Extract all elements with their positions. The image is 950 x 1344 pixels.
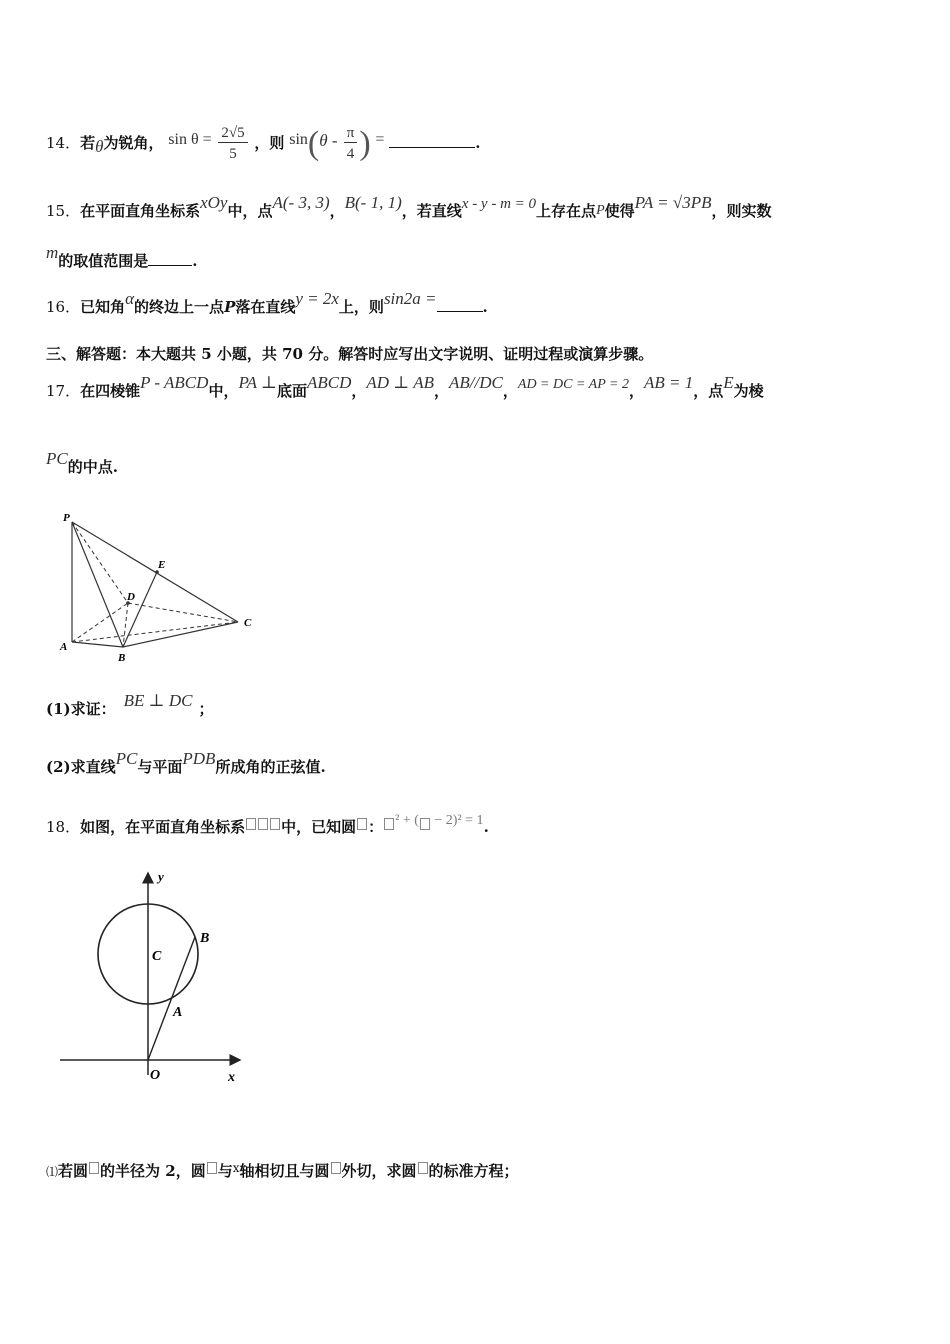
q15-condition: PA = √3PB [634,193,712,212]
q18-part1: ⑴若圆 的半径为 2，圆 与$^x$轴相切且与圆 外切，求圆 的标准方程； [46,1161,519,1180]
q18-number: 18． [46,818,81,836]
edge-bc [123,622,238,647]
q17: 17．在四棱锥P - ABCD中，PA ⊥底面ABCD，AD ⊥ AB，AB//DC，AD = DC = AP = 2，AB = 1，点E为棱 [46,373,764,400]
q14-sin: sin [289,131,308,148]
q14-text: ，则 [254,134,285,152]
section-3-heading: 三、解答题：本大题共 5 小题，共 70 分。解答时应写出文字说明、证明过程或演算步骤。 [46,345,654,363]
label-y: y [158,869,164,884]
label-c: C [244,617,252,629]
pyramid-figure [55,505,265,665]
label-b: B [200,931,210,946]
q14-text: 若 [80,134,96,152]
q14: 14．若θ为锐角， sin θ = $\frac{2√5}{5}$ ，则 sin(θ - $\frac{\pi}{4}$ ) = . [46,125,481,162]
edge-be [123,572,157,647]
q14-fraction: $\frac{2√5}{5}$ [218,125,247,163]
q17-number: 17． [46,382,81,400]
q15-xoy: xOy [200,193,228,212]
edge-ab [72,642,123,647]
label-c: C [152,949,162,964]
q16: 16．已知角α的终边上一点P落在直线y = 2x上，则sin2a = . [46,289,488,316]
edge-pc [72,522,238,622]
label-a: A [173,1005,183,1020]
q15-blank[interactable] [148,251,192,266]
q16-alpha: α [125,289,135,308]
q14-pi-fraction: $\frac{\pi}{4}$ [344,125,358,163]
q16-blank[interactable] [437,297,483,312]
edge-pb [72,522,123,647]
q14-text: 为锐角， [103,134,164,152]
q17-part1-expr: BE ⊥ DC [123,691,193,710]
label-x: x [228,1070,235,1085]
q14-inner: θ - [319,131,342,150]
q15: 15．在平面直角坐标系xOy中，点A(- 3, 3)，B(- 1, 1)，若直线x - y - m = 0上存在点P使得PA = √3PB，则实数 [46,193,772,220]
q14-blank[interactable] [389,133,475,148]
q16-expr: sin2a = [383,289,437,308]
q14-theta: θ [95,137,104,156]
edge-ad [72,603,128,642]
q14-eq: = [375,131,385,148]
q17-part2: (2)求直线PC与平面PDB所成角的正弦值. [46,749,326,776]
label-p: P [63,512,70,524]
q15-cont: m的取值范围是 . [46,243,198,270]
q17-cont: PC的中点. [46,449,118,476]
q16-number: 16． [46,298,81,316]
q18: 18．如图，在平面直角坐标系 中，已知圆 ： ² + ( − 2)² = 1. [46,813,489,836]
q15-line-eq: x - y - m = 0 [461,196,537,212]
q17-part1: (1)求证： BE ⊥ DC ； [46,691,214,718]
label-o: O [150,1068,161,1083]
q14-number: 14． [46,134,81,152]
circle-figure [55,865,255,1090]
q15-point-b: B(- 1, 1) [344,193,402,212]
q14-sin-lhs: sin θ = [168,131,212,148]
label-b: B [118,652,126,664]
q16-line-eq: y = 2x [295,289,339,308]
q15-point-a: A(- 3, 3) [272,193,330,212]
q15-number: 15． [46,202,81,220]
label-d: D [127,591,135,603]
q15-m: m [46,243,59,262]
label-e: E [158,559,166,571]
label-a: A [60,641,68,653]
q18-part1-number: ⑴ [46,1165,59,1179]
